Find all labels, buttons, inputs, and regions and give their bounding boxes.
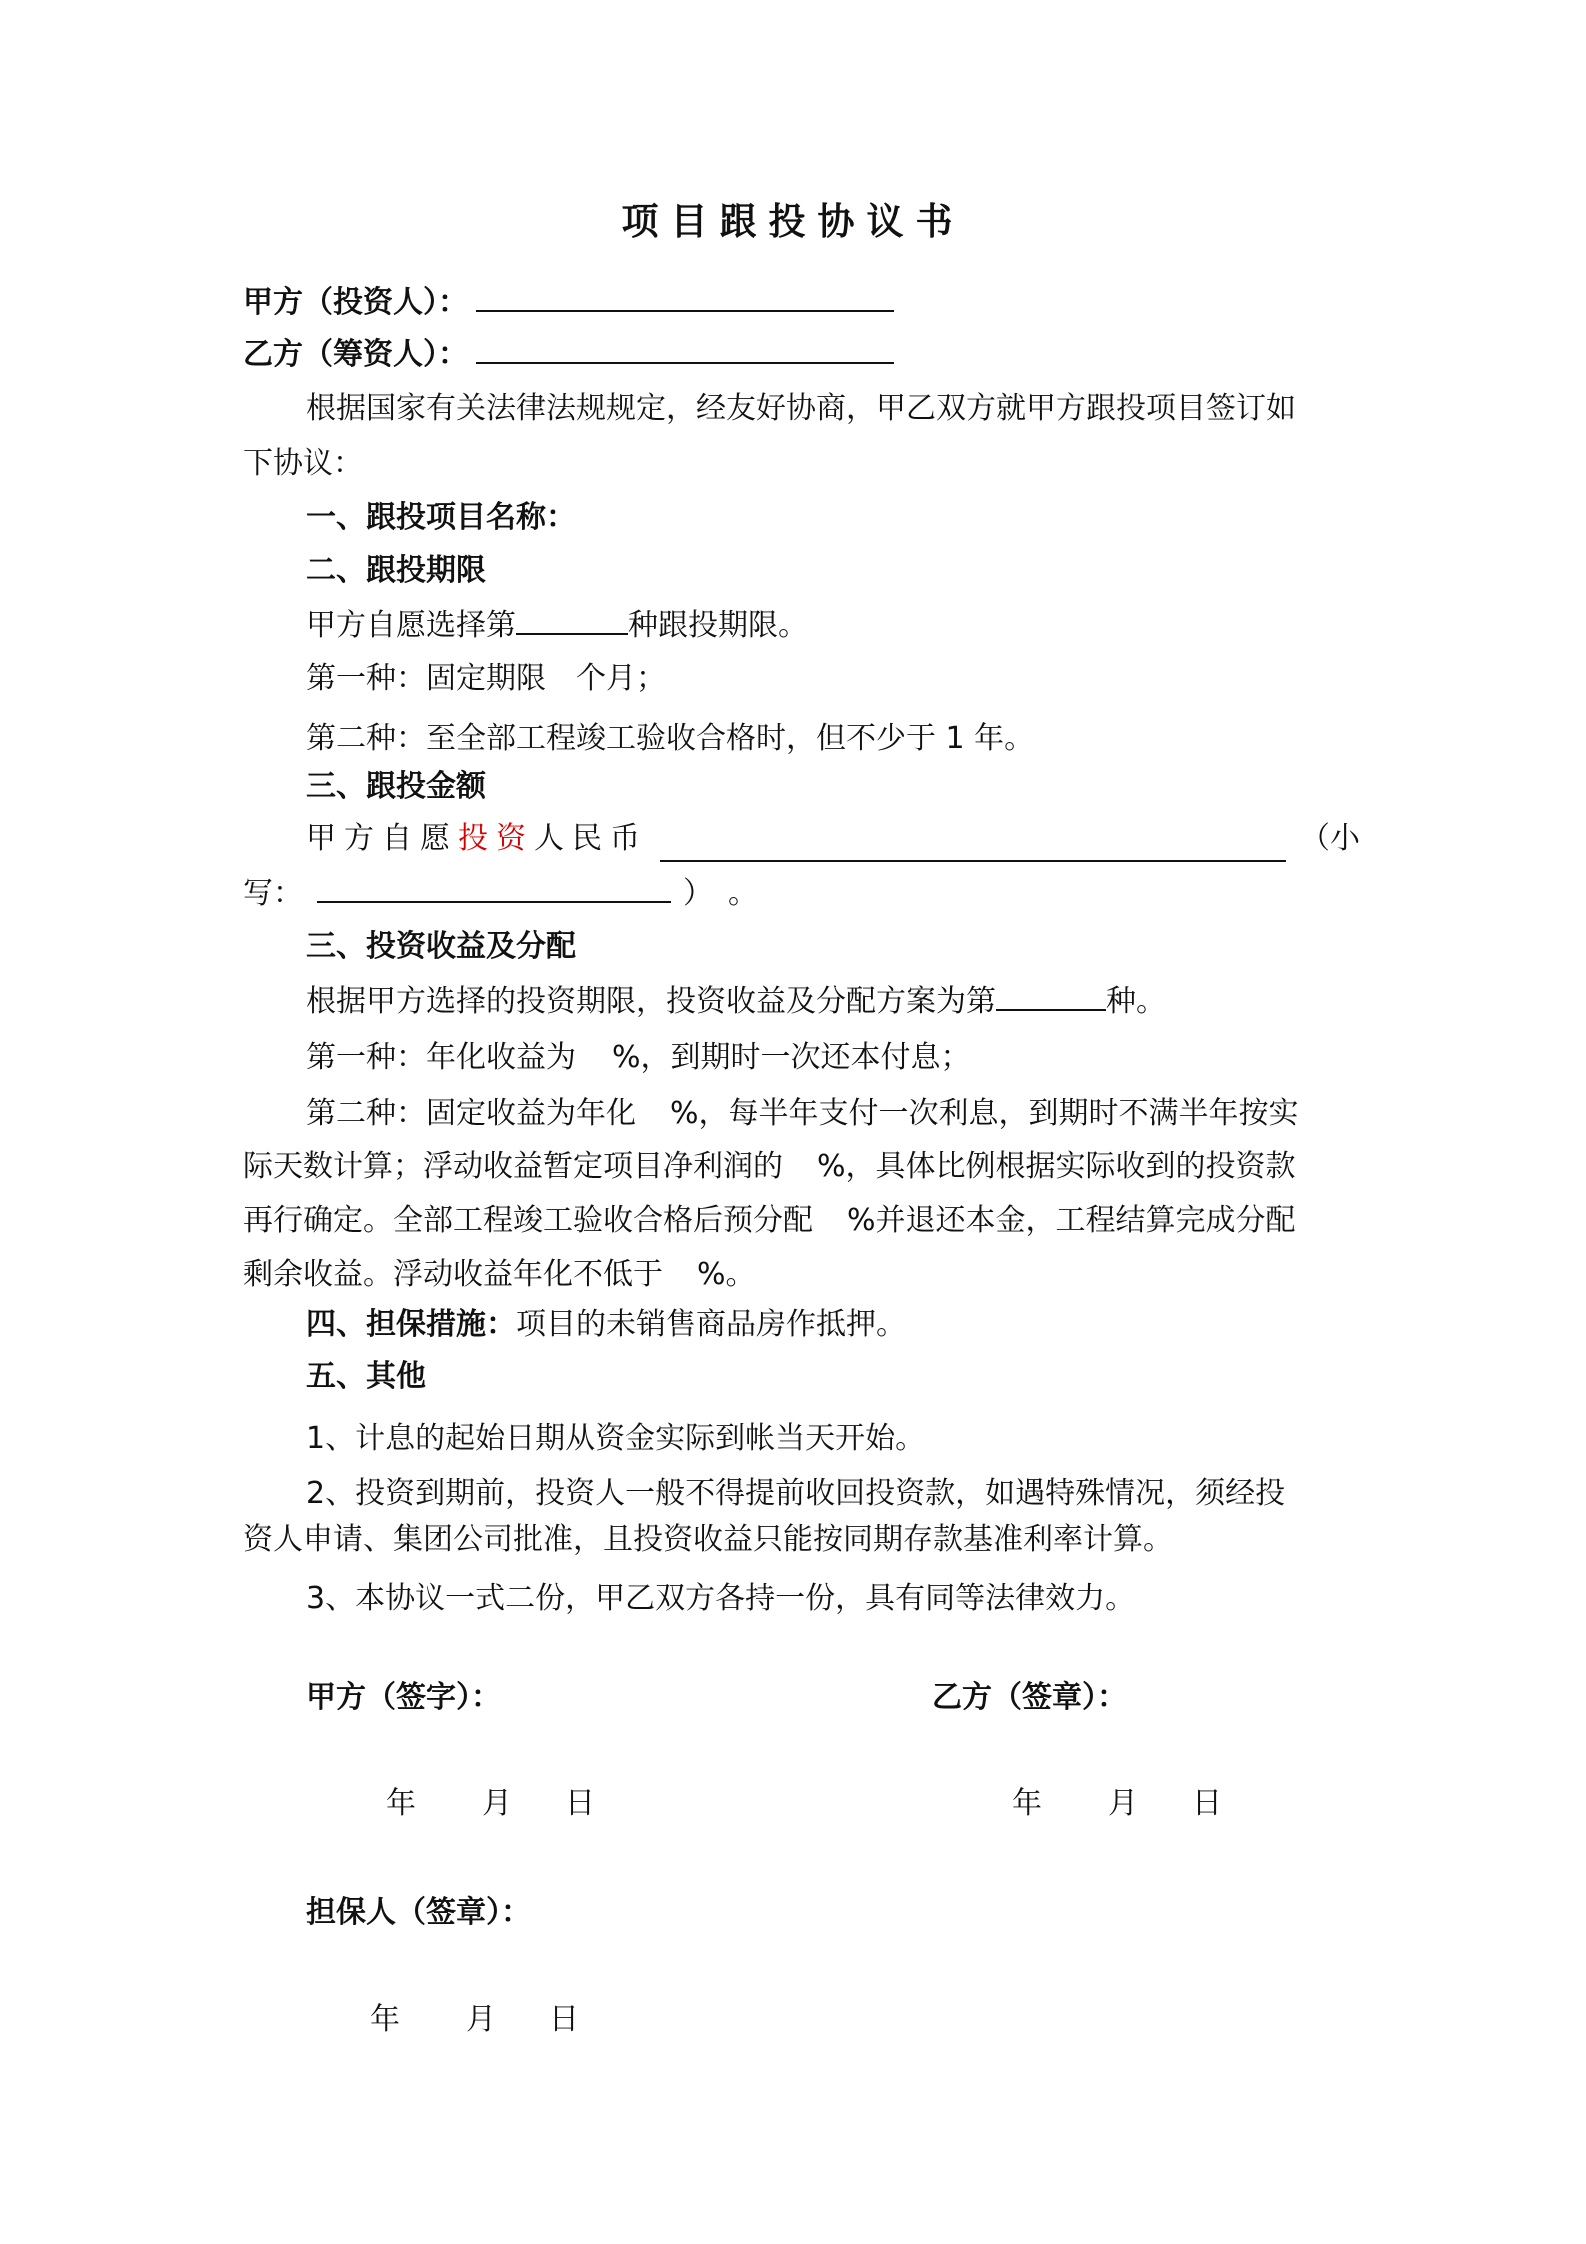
return-option-2-line-4 [243,1255,756,1295]
section-4-heading: 三、投资收益及分配 [306,929,576,964]
date-party-a-year: 年 [386,1786,416,1821]
other-item-2-line-1: 2、投资到期前，投资人一般不得提前收回投资款，如遇特殊情况，须经投 [306,1476,1286,1511]
guarantee-label: 四、担保措施： [306,1307,516,1342]
return-option-2-text-1b: %，每半年支付一次利息，到期时不满半年按实 [670,1096,1299,1131]
term-choice-blank [516,605,628,635]
date-party-b-day: 日 [1192,1786,1222,1821]
term-option-1 [306,659,666,699]
return-option-2-text-2: 际天数计算；浮动收益暂定项目净利润的 [243,1149,783,1184]
amount-small-row [243,873,758,914]
signature-party-a: 甲方（签字）： [306,1680,501,1715]
document-title: 项目跟投协议书 [621,200,965,243]
party-a-row [243,282,894,323]
return-option-2-text-2b: %，具体比例根据实际收到的投资款 [817,1149,1296,1184]
amount-row [306,819,648,859]
party-b-label: 乙方（筹资人）： [243,337,468,372]
other-item-2-line-2: 资人申请、集团公司批准，且投资收益只能按同期存款基准利率计算。 [243,1522,1173,1557]
return-option-2-line-2 [243,1147,1296,1187]
date-guarantor-day: 日 [549,2002,579,2037]
section-6-heading: 五、其他 [306,1359,426,1394]
section-1-heading: 一、跟投项目名称： [306,500,576,535]
party-b-blank [476,334,894,364]
amount-currency: 人民币 [534,821,648,856]
amount-text-red: 投资 [458,821,534,856]
return-choice-blank [996,981,1106,1011]
return-option-2-text-1: 第二种：固定收益为年化 [306,1096,636,1131]
amount-text: 甲方自愿 [306,821,458,856]
return-option-2-text-4: 剩余收益。浮动收益年化不低于 [243,1257,663,1292]
amount-small-label: 写： [243,876,303,911]
date-party-b-month: 月 [1108,1786,1138,1821]
return-option-2-text-3: 再行确定。全部工程竣工验收合格后预分配 [243,1203,813,1238]
date-party-a-month: 月 [482,1786,512,1821]
return-option-2-line-3 [243,1201,1296,1241]
amount-small-open: （小 [1300,821,1360,856]
return-option-2-text-3b: %并退还本金，工程结算完成分配 [847,1203,1296,1238]
term-option-2: 第二种：至全部工程竣工验收合格时，但不少于 1 年。 [306,721,1035,756]
guarantee-text: 项目的未销售商品房作抵押。 [516,1307,906,1342]
return-option-1 [306,1038,971,1078]
signature-party-b: 乙方（签章）： [932,1680,1127,1715]
term-option-1-text: 第一种：固定期限 [306,661,546,696]
term-choice-suffix: 种跟投期限。 [628,608,808,643]
date-party-a-day: 日 [565,1786,595,1821]
section-3-heading: 三、跟投金额 [306,769,486,804]
return-choice-suffix: 种。 [1106,984,1166,1019]
return-choice-text: 根据甲方选择的投资期限，投资收益及分配方案为第 [306,984,996,1019]
intro-line-1: 根据国家有关法律法规规定，经友好协商，甲乙双方就甲方跟投项目签订如 [306,391,1296,426]
term-choice-text: 甲方自愿选择第 [306,608,516,643]
return-choice-row [306,981,1166,1022]
party-b-row [243,334,894,375]
term-option-1-suffix: 个月； [576,661,666,696]
signature-guarantor: 担保人（签章）： [306,1895,531,1930]
party-a-label: 甲方（投资人）： [243,285,468,320]
amount-small-close: ） 。 [683,876,758,911]
intro-line-2: 下协议： [243,446,363,481]
guarantee-row [306,1305,906,1345]
date-guarantor-year: 年 [370,2002,400,2037]
date-guarantor-month: 月 [466,2002,496,2037]
other-item-1: 1、计息的起始日期从资金实际到帐当天开始。 [306,1421,926,1456]
other-item-3: 3、本协议一式二份，甲乙双方各持一份，具有同等法律效力。 [306,1581,1136,1616]
amount-blank [660,832,1286,862]
section-2-heading: 二、跟投期限 [306,553,486,588]
amount-small-blank [317,873,671,903]
party-a-blank [476,282,894,312]
return-option-1-suffix: %，到期时一次还本付息； [612,1040,971,1075]
return-option-2-line-1 [306,1094,1299,1134]
return-option-2-text-4b: %。 [697,1257,756,1292]
term-choice-row [306,605,808,646]
return-option-1-text: 第一种：年化收益为 [306,1040,576,1075]
date-party-b-year: 年 [1012,1786,1042,1821]
